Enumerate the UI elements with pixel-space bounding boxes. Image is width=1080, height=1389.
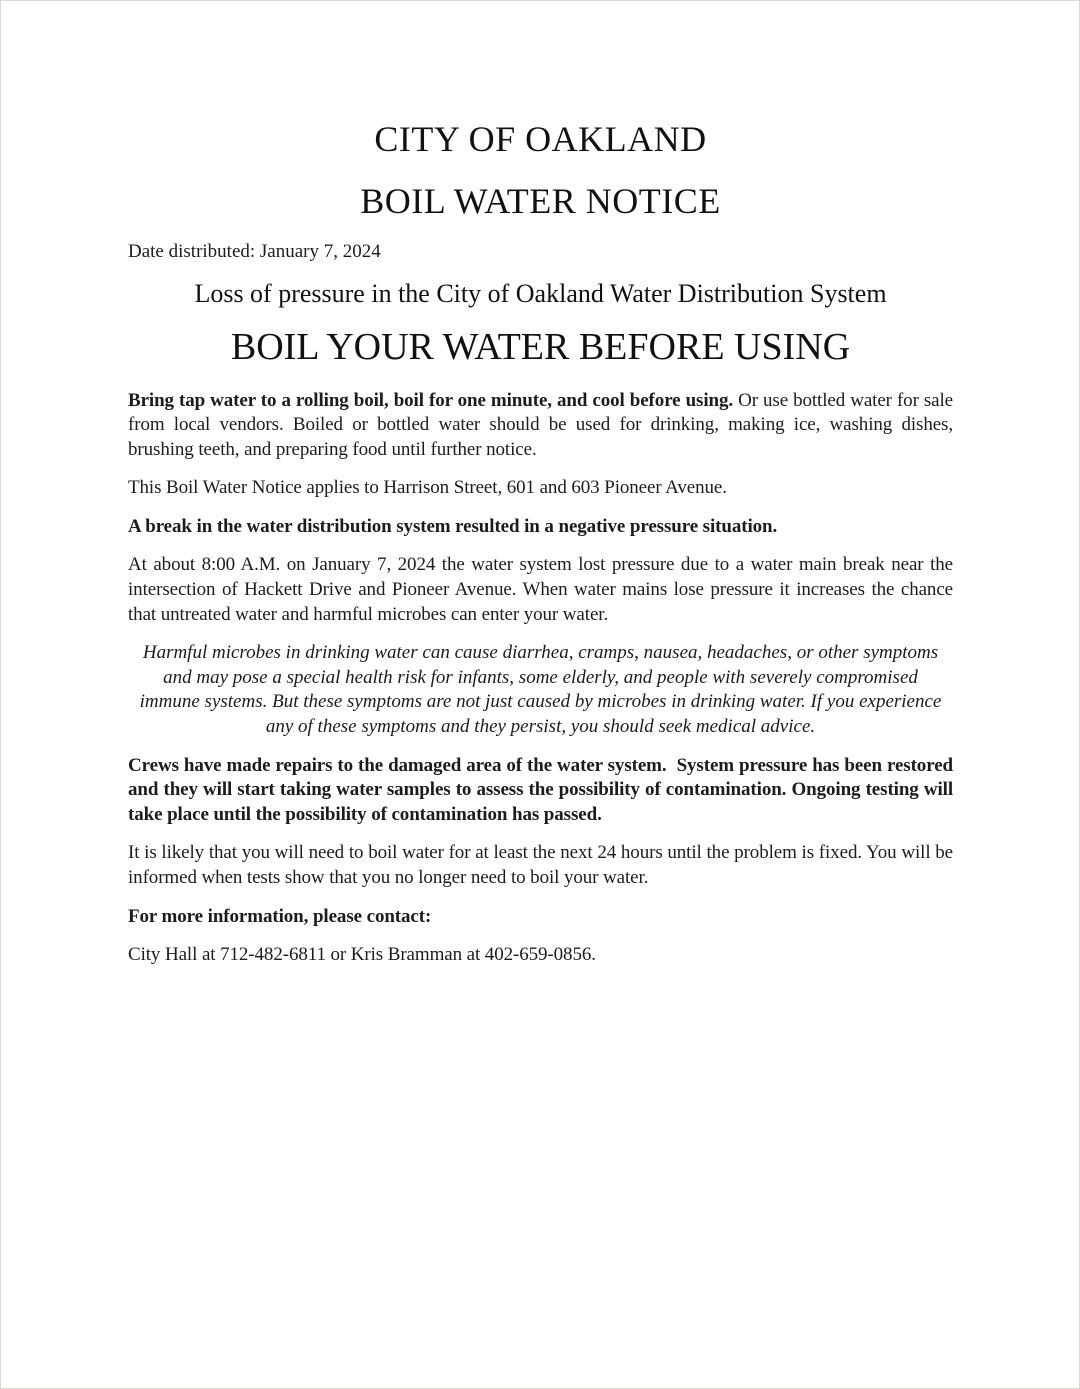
repairs-status-paragraph: Crews have made repairs to the damaged area of the water system. System pressure has been restored and they will start taking water samples to assess the possibility of contamination. Ongoing testing will take place until the possibility of contamination has passed. <box>128 754 953 825</box>
boil-instructions-rest: Or use bottled water for sale from local vendors. Boiled or bottled water should be used for drinking, making ice, washing dishes, brushing teeth, and preparing food until further notice. <box>128 389 953 460</box>
duration-notice-paragraph: It is likely that you will need to boil water for at least the next 24 hours until the problem is fixed. You will be informed when tests show that you no longer need to boil your water. <box>128 842 953 888</box>
boil-instructions-bold-lead: Bring tap water to a rolling boil, boil for one minute, and cool before using. <box>128 389 734 411</box>
notice-title: BOIL WATER NOTICE <box>360 181 721 221</box>
contact-heading: For more information, please contact: <box>128 905 432 927</box>
health-warning-paragraph: Harmful microbes in drinking water can cause diarrhea, cramps, nausea, headaches, or other symptoms and may pose a special health risk for infants, some elderly, and people with severely compromised immune systems. But these symptoms are not just caused by microbes in drinking water. If you experience any of these symptoms and they persist, you should seek medical advice. <box>139 642 942 738</box>
org-title: CITY OF OAKLAND <box>374 119 707 159</box>
incident-subtitle: Loss of pressure in the City of Oakland Water Distribution System <box>194 278 887 308</box>
date-distributed: Date distributed: January 7, 2024 <box>128 241 381 262</box>
contact-info: City Hall at 712-482-6811 or Kris Bramman at 402-659-0856. <box>128 944 596 966</box>
break-summary-paragraph: A break in the water distribution system resulted in a negative pressure situation. <box>128 515 778 537</box>
applies-to-paragraph: This Boil Water Notice applies to Harrison Street, 601 and 603 Pioneer Avenue. <box>128 477 727 499</box>
boil-instruction-heading: BOIL YOUR WATER BEFORE USING <box>230 326 851 368</box>
incident-details-paragraph: At about 8:00 A.M. on January 7, 2024 the water system lost pressure due to a water main break near the intersection of Hackett Drive and Pioneer Avenue. When water mains lose pressure it increases the chance that untreated water and harmful microbes can enter your water. <box>128 554 953 625</box>
boil-instructions-paragraph <box>128 389 953 463</box>
